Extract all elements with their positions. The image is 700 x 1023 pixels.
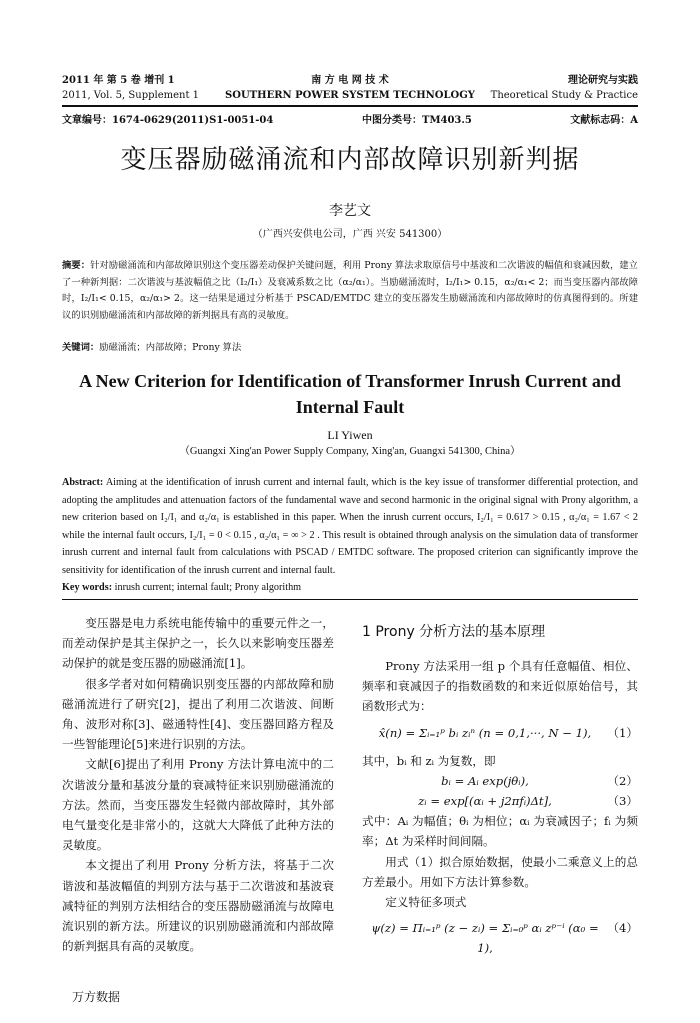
equation-4	[362, 912, 638, 956]
prony-paragraph-3: 式中：Aᵢ 为幅值；θᵢ 为相位；αᵢ 为衰减因子；fᵢ 为频率；Δt 为采样时间间隔。	[362, 814, 638, 849]
equation-2-expr: bᵢ = Aᵢ exp(jθᵢ),	[441, 773, 529, 788]
abstract-en	[62, 474, 638, 579]
equation-3	[362, 791, 638, 811]
affiliation-en: （Guangxi Xing'an Power Supply Company, Xing'an, Guangxi 541300, China）	[179, 446, 521, 457]
keywords-cn-text: 励磁涌流；内部故障；Prony 算法	[99, 342, 242, 353]
prony-paragraph-4: 用式（1）拟合原始数据，使最小二乘意义上的总方差最小。用如下方法计算参数。	[362, 854, 638, 889]
abstract-cn-label: 摘要：	[62, 260, 91, 271]
prony-paragraph-2: 其中，bᵢ 和 zᵢ 为复数，即	[362, 753, 496, 768]
keywords-cn-label: 关键词：	[62, 342, 100, 353]
author-en: LI Yiwen	[327, 428, 373, 442]
journal-title-en: SOUTHERN POWER SYSTEM TECHNOLOGY	[225, 90, 475, 101]
author-cn: 李艺文	[329, 203, 371, 219]
article-number: 文章编号：1674-0629(2011)S1-0051-04	[62, 115, 274, 126]
abstract-rule	[62, 599, 638, 600]
keywords-en	[62, 579, 638, 597]
intro-paragraph-4: 本文提出了利用 Prony 分析方法，将基于二次谐波和基波幅值的判别方法与基于二次谐波和基波衰减特征的判别方法相结合的变压器励磁涌流与故障电流识别的新方法。所建议的识别励磁涌流和内部故障的新判据具有高的灵敏度。	[62, 858, 334, 954]
journal-title-cn: 南 方 电 网 技 术	[311, 75, 389, 86]
header-right-en: Theoretical Study & Practice	[490, 90, 638, 101]
intro-paragraph-3: 文献[6]提出了利用 Prony 方法计算电流中的二次谐波分量和基波分量的衰减特征来识别励磁涌流的方法。然而，当变压器发生轻微内部故障时，其外部电气量变化是非常小的，这就大大降低了此种方法的灵敏度。	[62, 757, 334, 853]
intro-paragraph-1: 变压器是电力系统电能传输中的重要元件之一，而差动保护是其主保护之一，长久以来影响变压器差动保护的就是变压器的励磁涌流[1]。	[62, 616, 334, 671]
equation-1-number: （1）	[607, 725, 638, 740]
clc-number: 中图分类号：TM403.5	[362, 115, 472, 126]
header-right-cn: 理论研究与实践	[568, 75, 638, 86]
header-left-cn: 2011 年 第 5 卷 增刊 1	[62, 75, 175, 86]
equation-1-expr: x̂(n) = Σᵢ₌₁ᵖ bᵢ zᵢⁿ (n = 0,1,···, N − 1),	[378, 725, 592, 740]
right-column	[362, 622, 638, 956]
left-column	[62, 613, 334, 956]
abstract-en-text: Aiming at the identification of inrush current and internal fault, which is the key issue of transformer differential protection, and adopting the amplitudes and attenuation factors of the fundamental wave and second harmonic in the original signal with Prony algorithm, a new criterion based on I₂/I₁ and α₂/α₁ is established in this paper. When the inrush current occurs, I₂/I₁ = 0.617 > 0.15 , α₂/α₁ = 1.67 < 2 while the internal fault occurs, I₂/I₁ = 0 < 0.15 , α₂/α₁ = ∞ > 2 . This result is obtained through analysis on the simulation data of transformer inrush current and internal fault from calculations with PSCAD / EMTDC software. The proposed criterion can significantly improve the sensitivity for identification of the inrush current and internal fault.	[62, 477, 638, 576]
paper-title-en-line1: A New Criterion for Identification of Transformer Inrush Current and	[79, 371, 621, 391]
equation-3-expr: zᵢ = exp[(αᵢ + j2πfᵢ)Δt],	[418, 794, 552, 808]
header-left-en: 2011, Vol. 5, Supplement 1	[62, 90, 200, 101]
keywords-cn	[62, 340, 638, 357]
equation-2	[362, 771, 638, 791]
equation-3-number: （3）	[607, 794, 638, 808]
keywords-en-text: inrush current; internal fault; Prony algorithm	[112, 582, 302, 593]
equation-4-number: （4）	[607, 921, 638, 936]
equation-2-number: （2）	[607, 773, 638, 788]
intro-paragraph-2: 很多学者对如何精确识别变压器的内部故障和励磁涌流进行了研究[2]，提出了利用二次谐波、间断角、波形对称[3]、磁通特性[4]、变压器回路方程及一些智能理论[5]来进行识别的方法。	[62, 676, 334, 752]
document-code: 文献标志码：A	[570, 115, 638, 126]
abstract-en-label: Abstract:	[62, 477, 104, 488]
header-rule	[62, 105, 638, 107]
footer-watermark: 万方数据	[72, 990, 121, 1004]
paper-title-cn: 变压器励磁涌流和内部故障识别新判据	[120, 145, 580, 175]
paper-title-en-line2: Internal Fault	[295, 397, 405, 417]
section-title: 1 Prony 分析方法的基本原理	[362, 624, 546, 640]
prony-paragraph-5: 定义特征多项式	[385, 895, 467, 909]
prony-paragraph-1: Prony 方法采用一组 p 个具有任意幅值、相位、频率和衰减因子的指数函数的和来近似原始信号，其函数形式为：	[362, 659, 638, 714]
equation-4-expr: ψ(z) = Πᵢ₌₁ᵖ (z − zᵢ) = Σᵢ₌₀ᵖ αᵢ zᵖ⁻ⁱ (α₀ = 1),	[371, 921, 599, 956]
keywords-en-label: Key words:	[62, 582, 113, 593]
affiliation-cn: （广西兴安供电公司，广西 兴安 541300）	[252, 229, 448, 240]
abstract-cn	[62, 258, 638, 324]
equation-1	[362, 717, 638, 751]
abstract-cn-text: 针对励磁涌流和内部故障识别这个变压器差动保护关键问题，利用 Prony 算法求取原信号中基波和二次谐波的幅值和衰减因数，建立了一种新判据：二次谐波与基波幅值之比（I₂/I₁）及衰减系数之比（α₂/α₁）。当励磁涌流时，I₂/I₁> 0.15，α₂/α₁< 2；而当变压器内部故障时，I₂/I₁< 0.15，α₂/α₁> 2。这一结果是通过分析基于 PSCAD/EMTDC 建立的变压器发生励磁涌流和内部故障时的仿真图得到的。所建议的识别励磁涌流和内部故障的新判据具有高的灵敏度。	[62, 260, 638, 321]
